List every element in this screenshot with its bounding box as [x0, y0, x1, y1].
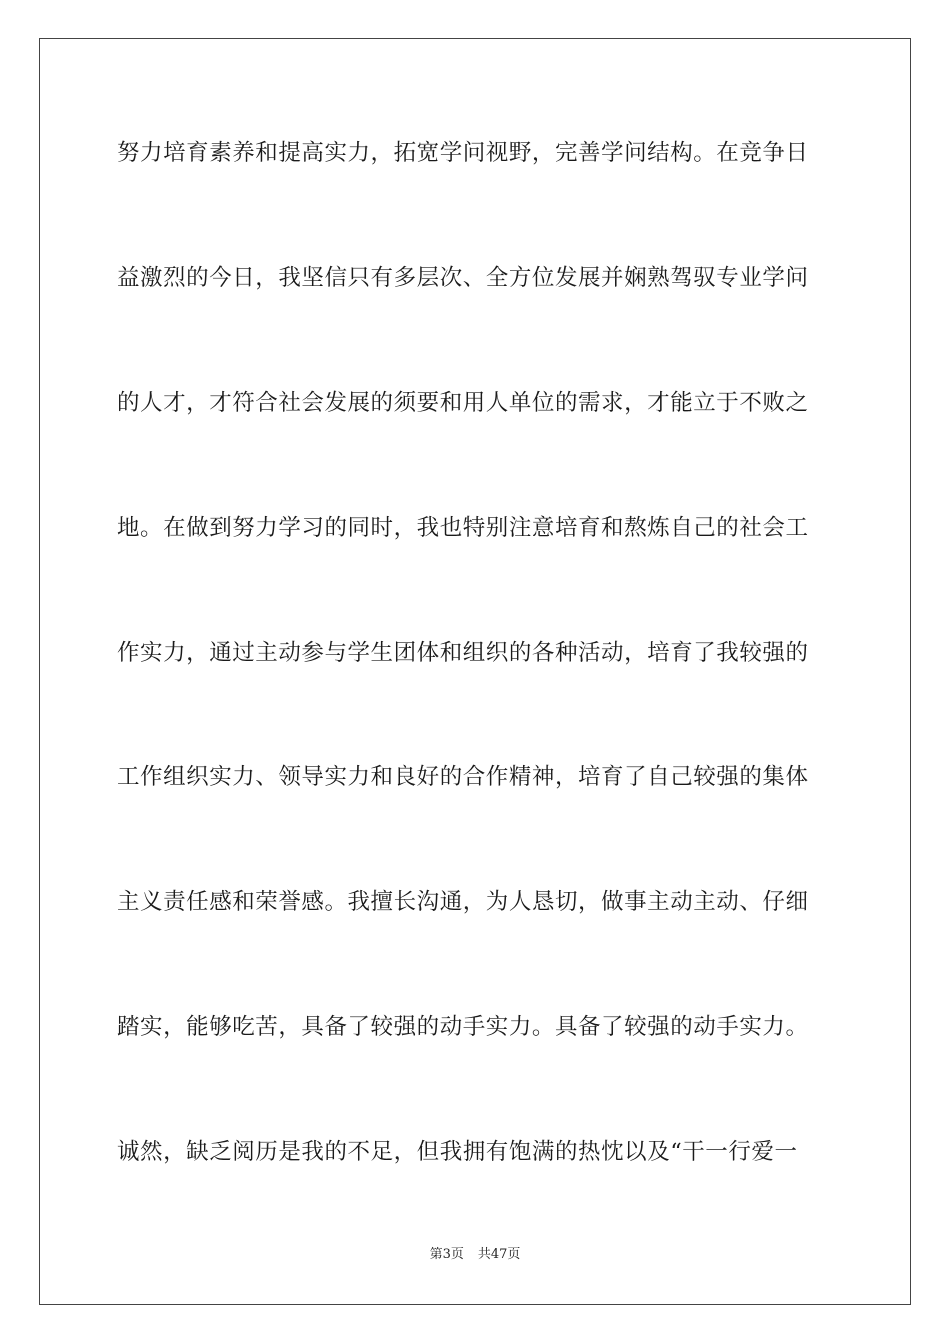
- text-line: 主义责任感和荣誉感。我擅长沟通，为人恳切，做事主动主动、仔细: [117, 889, 809, 916]
- text-line: 踏实，能够吃苦，具备了较强的动手实力。具备了较强的动手实力。: [117, 1014, 809, 1041]
- text-line: 工作组织实力、领导实力和良好的合作精神，培育了自己较强的集体: [117, 764, 809, 791]
- text-line: 的人才，才符合社会发展的须要和用人单位的需求，才能立于不败之: [117, 389, 809, 416]
- page-total: 共47页: [477, 1247, 521, 1262]
- text-line: 努力培育素养和提高实力，拓宽学问视野，完善学问结构。在竞争日: [117, 140, 809, 166]
- page-footer: [0, 1244, 950, 1266]
- text-line: 作实力，通过主动参与学生团体和组织的各种活动，培育了我较强的: [117, 639, 809, 666]
- text-line: 地。在做到努力学习的同时，我也特别注意培育和熬炼自己的社会工: [117, 514, 809, 541]
- text-line: 诚然，缺乏阅历是我的不足，但我拥有饱满的热忱以及“干一行爱一: [117, 1139, 798, 1166]
- text-line: 益激烈的今日，我坚信只有多层次、全方位发展并娴熟驾驭专业学问: [117, 264, 809, 291]
- document-body: [117, 134, 837, 1258]
- page-number: 第3页: [429, 1247, 464, 1262]
